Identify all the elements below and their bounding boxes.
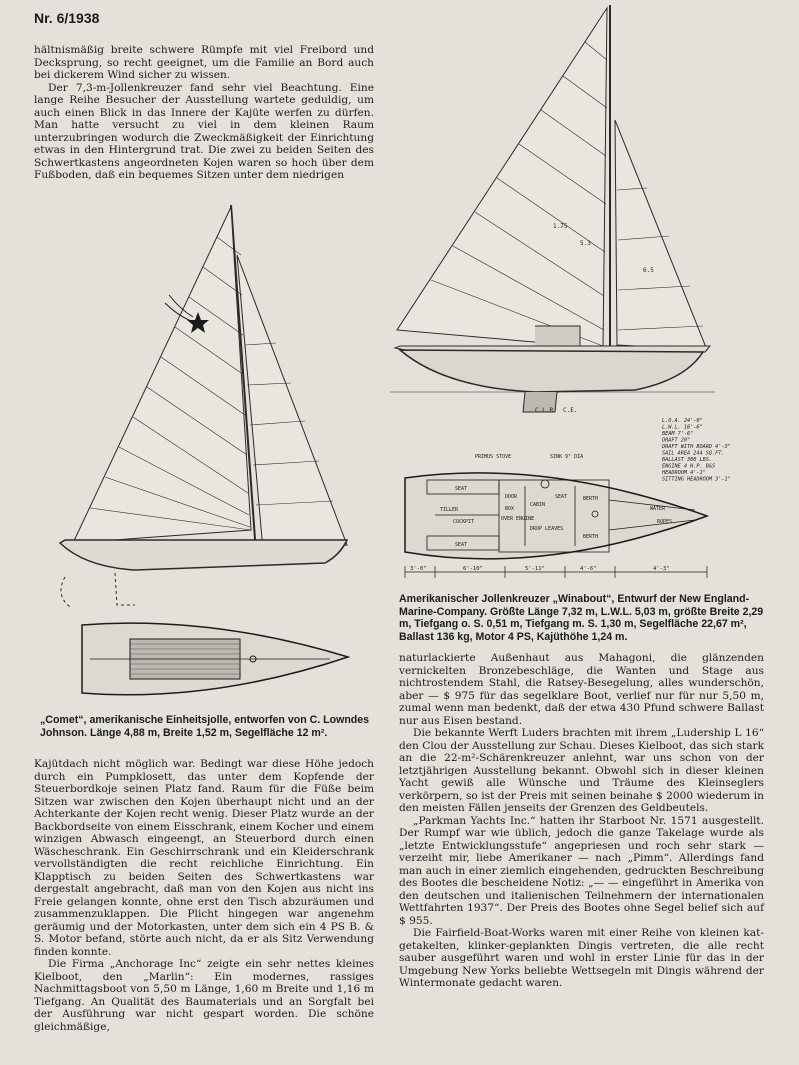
plan-label: PRIMUS STOVE <box>475 454 512 460</box>
spec-line: DRAFT 20" <box>662 437 691 444</box>
plan-label: ROPES <box>657 519 673 525</box>
plan-label: OVER ENGINE <box>501 516 535 522</box>
spec-line: ENGINE 4 H.P. B&S <box>662 463 716 470</box>
comet-sail-plan <box>55 195 355 615</box>
spec-line: SAIL AREA 244 SQ.FT. <box>662 450 725 457</box>
sail-mark: C.L.R. <box>535 407 557 414</box>
spec-line: HEADROOM 4'-1" <box>662 470 706 476</box>
comet-deck-plan <box>70 615 350 705</box>
paragraph: Die bekannte Werft Luders brachten mit ihrem „Ludership L 16“ den Clou der Ausstellung zur Schau. Dieses Kielboot, das sich stark an die 22-m²-Schärenkreuzer anlehnt, war uns schon von der letztjährigen Ausstellung bekannt. Obwohl sich in dieser kleinen Yacht gewiß alle Wünsche und Träume des Kleinseglers verkörpern, so ist der Preis mit seinen beinahe $ 2000 wiederum in den meisten Fällen jenseits der Grenzen des Geldbeutels. <box>399 727 764 814</box>
winabout-sail-plan <box>385 0 790 420</box>
plan-label: BOX <box>505 506 515 512</box>
winabout-caption: Amerikanischer Jollenkreuzer „Winabout“, Entwurf der New England-Marine-Company. Größte Länge 7,32 m, L.W.L. 5,03 m, größte Breite 2,29 m, Tiefgang o. S. 0,51 m, Tiefgang m. S. 1,30 m, Segelfläche 22,67 m², Ballast 136 kg, Motor 4 PS, Kajüthöhe 1,24 m. <box>399 593 764 643</box>
plan-label: DOOR <box>505 494 518 500</box>
plan-label: BERTH <box>583 534 599 540</box>
paragraph: naturlackierte Außenhaut aus Mahagoni, die glänzenden vernickelten Bronzebeschläge, die Wanten und Stage aus nichtrostendem Stahl, die Ratsey-Besegelung, alles wunderschön, aber — $ 975 für das segelklare Boot, verlief nur für nur 5,50 m, zumal wenn man bedenkt, daß der etwa 430 Pfund schwere Ballast nur aus Eisen bestand. <box>399 652 764 727</box>
text-column-left <box>34 758 374 1033</box>
dimension-label: 4'-6" <box>580 566 597 572</box>
plan-label: DROP LEAVES <box>530 526 564 532</box>
plan-label: COCKPIT <box>453 519 475 525</box>
spec-line: L.W.L. 16'-6" <box>662 424 703 431</box>
dimension-label: 4'-3" <box>653 566 670 572</box>
sail-mark: 6.5 <box>643 267 654 274</box>
winabout-hull-profile <box>400 350 703 392</box>
paragraph: Die Firma „Anchorage Inc“ zeigte ein sehr nettes kleines Kielboot, den „Marlin“: Ein modernes, rassiges Nachmittagsboot von 5,50 m Länge, 1,60 m Breite und 1,16 m Tiefgang. An Qualität des Baumaterials und an Sorgfalt bei der Ausführung war nicht gespart worden. Die schöne gleichmäßige, <box>34 958 374 1033</box>
plan-label: CABIN <box>530 502 546 508</box>
paragraph: Die Fairfield-Boat-Works waren mit einer Reihe von kleinen kat-getakelten, klinker-geplankten Dingis vertreten, die alle recht sauber ausgeführt waren und wohl in erster Linie für das in der Umgebung New Yorks beliebte Wettsegeln mit Dingis während der Wintermonate gedacht waren. <box>399 927 764 989</box>
jib-sail <box>73 207 251 543</box>
winabout-deck-plan <box>395 448 715 588</box>
spec-line: DRAFT WITH BOARD 4'-3" <box>662 444 731 450</box>
spec-line: BEAM 7'-6" <box>662 431 694 437</box>
paragraph: Kajütdach nicht möglich war. Bedingt war diese Höhe jedoch durch ein Pumpklosett, das unter dem Kopfende der Steuerbordkoje seinen Platz fand. Raum für die Füße beim Sitzen war zwischen den Kojen überhaupt nicht und an der Achterkante der Kojen recht wenig. Dieser Platz wurde an der Backbordseite von einem Eisschrank, einem Kocher und einem winzigen Abwasch eingeengt, an Steuerbord durch einen Wäscheschrank. Ein Geschirrschrank und ein Kleiderschrank vervollständigten die recht reichliche Einrichtung. Ein Klapptisch zu beiden Seiten des Schwertkastens war dergestalt angebracht, daß man von den Kojen aus nicht ins Freie gelangen konnte, ohne erst den Tisch abzuräumen und zusammenzuklappen. Die Plicht hingegen war angenehm geräumig und der Motorkasten, unter dem sich ein 4 PS B. & S. Motor befand, störte auch nicht, da er als Sitz Verwendung finden konnte. <box>34 758 374 958</box>
text-column-top <box>34 44 374 182</box>
plan-label: SINK 9" DIA <box>550 454 584 460</box>
sail-mark: 5.3 <box>580 240 591 247</box>
text-column-right <box>399 652 764 990</box>
issue-number: Nr. 6/1938 <box>34 10 100 26</box>
sail-mark: 1.75 <box>553 223 568 230</box>
paragraph: „Parkman Yachts Inc.“ hatten ihr Starboot Nr. 1571 ausgestellt. Der Rumpf war wie üblich, jedoch die ganze Takelage wurde als „letzte Entwicklungsstufe“ angepriesen und roch sehr stark — verzeiht mir, liebe Amerikaner — nach „Pimm“. Allerdings fand man auch in einer ziemlich eingehenden, gedruckten Beschreibung des Bootes die bescheidene Notiz: „— — eingeführt in Amerika von den deutschen und italienischen Teilnehmern der internationalen Wettfahrten 1937“. Der Preis des Bootes ohne Segel belief sich auf $ 955. <box>399 814 764 927</box>
spec-line: L.O.A. 24'-0" <box>662 418 703 424</box>
sail-mark: C.E. <box>563 407 578 414</box>
comet-hull-profile <box>60 540 347 570</box>
plan-label: WATER <box>650 506 666 512</box>
mainsail <box>615 120 707 350</box>
spec-line: SITTING HEADROOM 3'-1" <box>662 476 731 483</box>
comet-caption: „Comet“, amerikanische Einheitsjolle, entworfen von C. Lowndes Johnson. Länge 4,88 m, Breite 1,52 m, Segelfläche 12 m². <box>40 714 370 739</box>
dimension-label: 3'-0" <box>410 566 427 572</box>
plan-label: SEAT <box>455 542 468 548</box>
paragraph: Der 7,3-m-Jollenkreuzer fand sehr viel Beachtung. Eine lange Reihe Besucher der Ausstellung wartete geduldig, um auch einen Blick in das Innere der Kajüte werfen zu dürfen. Man hatte versucht zu viel in dem kleinen Raum unterzubringen wodurch die Zweckmäßigkeit der Einrichtung etwas in den Hintergrund trat. Die zwei zu beiden Seiten des Schwertkastens angeordneten Kojen waren so hoch über dem Fußboden, daß ein bequemes Sitzen unter dem niedrigen <box>34 81 374 181</box>
jib-sail <box>397 8 607 348</box>
paragraph: hältnismäßig breite schwere Rümpfe mit viel Freibord und Decksprung, so recht geeignet, um die Familie an Bord auch bei dickerem Wind sicher zu wissen. <box>34 44 374 81</box>
plan-label: SEAT <box>555 494 568 500</box>
dimension-label: 6'-10" <box>463 566 483 572</box>
plan-label: TILLER <box>440 507 459 513</box>
spec-line: BALLAST 300 LBS. <box>662 457 712 463</box>
dimension-label: 5'-11" <box>525 566 545 572</box>
plan-label: SEAT <box>455 486 468 492</box>
plan-label: BERTH <box>583 496 599 502</box>
